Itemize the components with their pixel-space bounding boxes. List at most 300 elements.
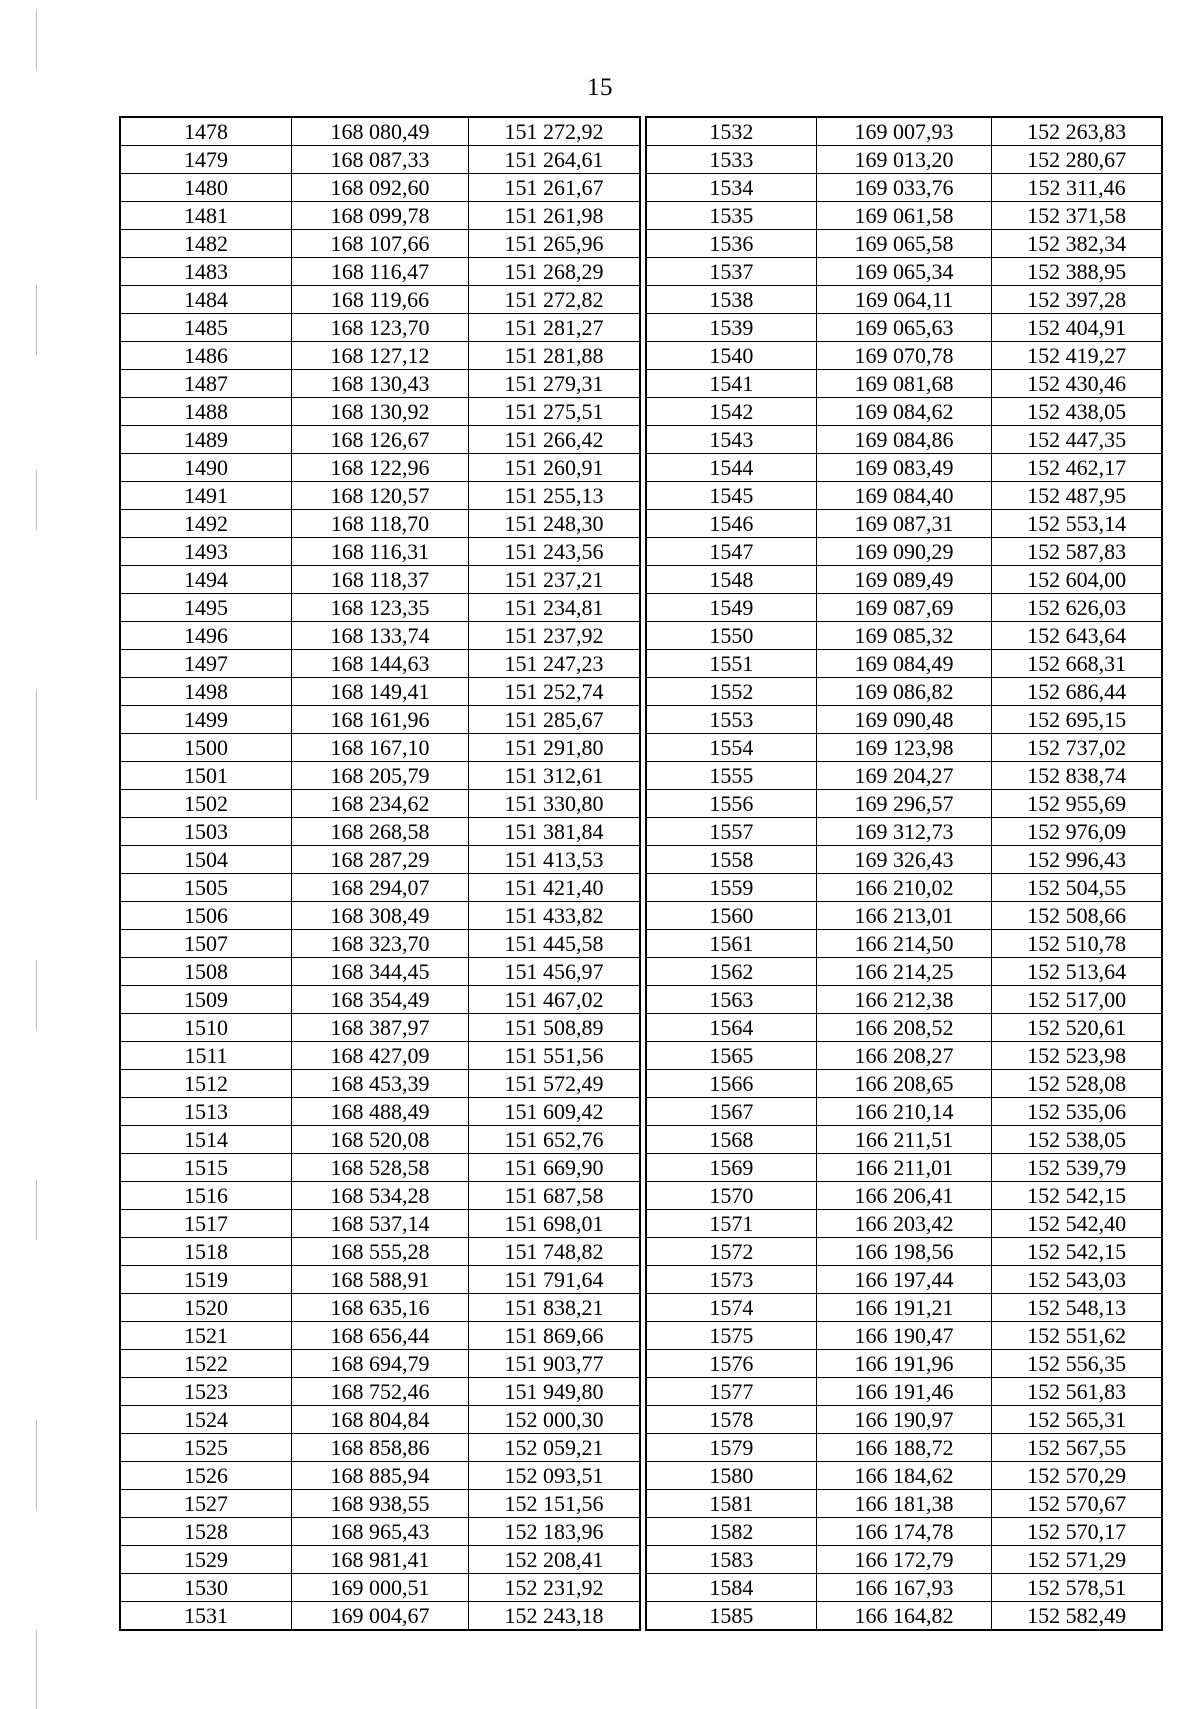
point-number-cell: 1559 [646,874,816,902]
y-coordinate-cell: 152 571,29 [992,1546,1162,1574]
table-row [120,1406,640,1434]
y-coordinate-cell: 152 430,46 [992,370,1162,398]
point-number-cell: 1551 [646,650,816,678]
y-coordinate-cell: 151 248,30 [468,510,640,538]
x-coordinate-cell: 169 090,29 [816,538,991,566]
y-coordinate-cell: 152 955,69 [992,790,1162,818]
point-number-cell: 1507 [120,930,292,958]
point-number-cell: 1504 [120,846,292,874]
table-row [646,426,1162,454]
point-number-cell: 1513 [120,1098,292,1126]
x-coordinate-cell: 169 000,51 [292,1574,469,1602]
x-coordinate-cell: 166 191,46 [816,1378,991,1406]
table-row [646,286,1162,314]
y-coordinate-cell: 152 438,05 [992,398,1162,426]
coordinates-table-right-body [646,117,1162,1630]
table-row [120,846,640,874]
y-coordinate-cell: 151 279,31 [468,370,640,398]
x-coordinate-cell: 168 323,70 [292,930,469,958]
x-coordinate-cell: 169 065,58 [816,230,991,258]
y-coordinate-cell: 151 413,53 [468,846,640,874]
table-row [646,1070,1162,1098]
point-number-cell: 1483 [120,258,292,286]
x-coordinate-cell: 168 123,35 [292,594,469,622]
y-coordinate-cell: 152 542,15 [992,1182,1162,1210]
table-row [120,706,640,734]
x-coordinate-cell: 168 588,91 [292,1266,469,1294]
table-row [120,342,640,370]
table-row [646,454,1162,482]
table-row [120,1490,640,1518]
x-coordinate-cell: 166 211,51 [816,1126,991,1154]
x-coordinate-cell: 169 089,49 [816,566,991,594]
x-coordinate-cell: 166 214,50 [816,930,991,958]
table-row [120,1210,640,1238]
y-coordinate-cell: 152 976,09 [992,818,1162,846]
x-coordinate-cell: 169 033,76 [816,174,991,202]
table-row [120,734,640,762]
point-number-cell: 1503 [120,818,292,846]
table-row [120,1602,640,1631]
y-coordinate-cell: 152 538,05 [992,1126,1162,1154]
point-number-cell: 1546 [646,510,816,538]
point-number-cell: 1522 [120,1350,292,1378]
table-row [120,1322,640,1350]
y-coordinate-cell: 152 570,67 [992,1490,1162,1518]
x-coordinate-cell: 168 453,39 [292,1070,469,1098]
table-row [120,1154,640,1182]
x-coordinate-cell: 169 061,58 [816,202,991,230]
table-row [120,510,640,538]
x-coordinate-cell: 169 070,78 [816,342,991,370]
point-number-cell: 1508 [120,958,292,986]
point-number-cell: 1576 [646,1350,816,1378]
x-coordinate-cell: 166 191,21 [816,1294,991,1322]
table-row [120,398,640,426]
table-row [646,706,1162,734]
y-coordinate-cell: 152 183,96 [468,1518,640,1546]
table-row [120,678,640,706]
point-number-cell: 1506 [120,902,292,930]
x-coordinate-cell: 166 198,56 [816,1238,991,1266]
table-row [120,370,640,398]
y-coordinate-cell: 152 404,91 [992,314,1162,342]
point-number-cell: 1573 [646,1266,816,1294]
coordinates-table-right [645,116,1163,1631]
x-coordinate-cell: 168 804,84 [292,1406,469,1434]
table-row [646,1014,1162,1042]
y-coordinate-cell: 152 508,66 [992,902,1162,930]
point-number-cell: 1537 [646,258,816,286]
x-coordinate-cell: 168 981,41 [292,1546,469,1574]
y-coordinate-cell: 152 397,28 [992,286,1162,314]
y-coordinate-cell: 152 567,55 [992,1434,1162,1462]
table-row [646,1602,1162,1631]
y-coordinate-cell: 151 261,98 [468,202,640,230]
x-coordinate-cell: 168 268,58 [292,818,469,846]
x-coordinate-cell: 169 086,82 [816,678,991,706]
table-row [120,454,640,482]
y-coordinate-cell: 152 419,27 [992,342,1162,370]
x-coordinate-cell: 169 084,40 [816,482,991,510]
x-coordinate-cell: 169 087,69 [816,594,991,622]
y-coordinate-cell: 151 687,58 [468,1182,640,1210]
x-coordinate-cell: 169 013,20 [816,146,991,174]
table-row [120,1434,640,1462]
y-coordinate-cell: 151 445,58 [468,930,640,958]
y-coordinate-cell: 152 570,17 [992,1518,1162,1546]
table-row [120,930,640,958]
y-coordinate-cell: 152 371,58 [992,202,1162,230]
table-row [120,902,640,930]
y-coordinate-cell: 152 311,46 [992,174,1162,202]
y-coordinate-cell: 152 093,51 [468,1462,640,1490]
point-number-cell: 1584 [646,1574,816,1602]
table-row [120,314,640,342]
table-row [120,202,640,230]
y-coordinate-cell: 151 949,80 [468,1378,640,1406]
table-row [120,650,640,678]
table-row [120,174,640,202]
point-number-cell: 1548 [646,566,816,594]
x-coordinate-cell: 168 130,43 [292,370,469,398]
point-number-cell: 1497 [120,650,292,678]
y-coordinate-cell: 151 261,67 [468,174,640,202]
table-row [646,1238,1162,1266]
point-number-cell: 1502 [120,790,292,818]
x-coordinate-cell: 168 694,79 [292,1350,469,1378]
point-number-cell: 1565 [646,1042,816,1070]
table-row [646,1098,1162,1126]
point-number-cell: 1480 [120,174,292,202]
y-coordinate-cell: 151 272,92 [468,117,640,146]
table-row [646,1042,1162,1070]
point-number-cell: 1568 [646,1126,816,1154]
x-coordinate-cell: 168 488,49 [292,1098,469,1126]
point-number-cell: 1495 [120,594,292,622]
y-coordinate-cell: 151 869,66 [468,1322,640,1350]
point-number-cell: 1485 [120,314,292,342]
x-coordinate-cell: 168 149,41 [292,678,469,706]
point-number-cell: 1575 [646,1322,816,1350]
y-coordinate-cell: 151 247,23 [468,650,640,678]
x-coordinate-cell: 168 308,49 [292,902,469,930]
y-coordinate-cell: 152 513,64 [992,958,1162,986]
y-coordinate-cell: 151 260,91 [468,454,640,482]
y-coordinate-cell: 152 059,21 [468,1434,640,1462]
page-number: 15 [587,74,613,101]
point-number-cell: 1542 [646,398,816,426]
y-coordinate-cell: 151 748,82 [468,1238,640,1266]
y-coordinate-cell: 151 330,80 [468,790,640,818]
x-coordinate-cell: 169 064,11 [816,286,991,314]
table-row [646,146,1162,174]
table-row [646,1266,1162,1294]
point-number-cell: 1523 [120,1378,292,1406]
point-number-cell: 1578 [646,1406,816,1434]
table-row [120,426,640,454]
table-row [120,1462,640,1490]
table-row [646,930,1162,958]
y-coordinate-cell: 152 553,14 [992,510,1162,538]
table-row [120,1266,640,1294]
point-number-cell: 1557 [646,818,816,846]
y-coordinate-cell: 152 263,83 [992,117,1162,146]
point-number-cell: 1566 [646,1070,816,1098]
point-number-cell: 1531 [120,1602,292,1631]
table-row [120,146,640,174]
point-number-cell: 1562 [646,958,816,986]
point-number-cell: 1532 [646,117,816,146]
y-coordinate-cell: 151 281,27 [468,314,640,342]
y-coordinate-cell: 151 237,92 [468,622,640,650]
point-number-cell: 1554 [646,734,816,762]
point-number-cell: 1526 [120,1462,292,1490]
x-coordinate-cell: 166 172,79 [816,1546,991,1574]
y-coordinate-cell: 152 535,06 [992,1098,1162,1126]
table-row [646,958,1162,986]
y-coordinate-cell: 151 652,76 [468,1126,640,1154]
point-number-cell: 1547 [646,538,816,566]
x-coordinate-cell: 168 126,67 [292,426,469,454]
x-coordinate-cell: 166 210,02 [816,874,991,902]
table-row [646,1294,1162,1322]
y-coordinate-cell: 151 669,90 [468,1154,640,1182]
x-coordinate-cell: 166 212,38 [816,986,991,1014]
y-coordinate-cell: 151 508,89 [468,1014,640,1042]
point-number-cell: 1491 [120,482,292,510]
x-coordinate-cell: 166 206,41 [816,1182,991,1210]
y-coordinate-cell: 151 838,21 [468,1294,640,1322]
table-row [120,1350,640,1378]
point-number-cell: 1524 [120,1406,292,1434]
y-coordinate-cell: 152 668,31 [992,650,1162,678]
table-row [646,902,1162,930]
x-coordinate-cell: 168 885,94 [292,1462,469,1490]
point-number-cell: 1515 [120,1154,292,1182]
x-coordinate-cell: 168 287,29 [292,846,469,874]
table-row [646,202,1162,230]
y-coordinate-cell: 152 539,79 [992,1154,1162,1182]
x-coordinate-cell: 169 312,73 [816,818,991,846]
point-number-cell: 1574 [646,1294,816,1322]
point-number-cell: 1520 [120,1294,292,1322]
x-coordinate-cell: 169 090,48 [816,706,991,734]
table-row [646,342,1162,370]
coordinates-table-left-body [120,117,640,1630]
x-coordinate-cell: 168 858,86 [292,1434,469,1462]
point-number-cell: 1521 [120,1322,292,1350]
table-row [646,846,1162,874]
table-row [646,986,1162,1014]
x-coordinate-cell: 169 004,67 [292,1602,469,1631]
table-row [646,1210,1162,1238]
x-coordinate-cell: 166 208,65 [816,1070,991,1098]
point-number-cell: 1540 [646,342,816,370]
y-coordinate-cell: 152 556,35 [992,1350,1162,1378]
table-row [120,230,640,258]
y-coordinate-cell: 152 582,49 [992,1602,1162,1631]
y-coordinate-cell: 152 510,78 [992,930,1162,958]
y-coordinate-cell: 152 000,30 [468,1406,640,1434]
table-row [120,1014,640,1042]
x-coordinate-cell: 168 387,97 [292,1014,469,1042]
x-coordinate-cell: 169 204,27 [816,762,991,790]
point-number-cell: 1570 [646,1182,816,1210]
y-coordinate-cell: 151 252,74 [468,678,640,706]
point-number-cell: 1580 [646,1462,816,1490]
x-coordinate-cell: 168 099,78 [292,202,469,230]
table-row [120,538,640,566]
point-number-cell: 1517 [120,1210,292,1238]
table-row [120,594,640,622]
y-coordinate-cell: 152 996,43 [992,846,1162,874]
point-number-cell: 1545 [646,482,816,510]
y-coordinate-cell: 151 421,40 [468,874,640,902]
y-coordinate-cell: 152 528,08 [992,1070,1162,1098]
table-row [646,510,1162,538]
table-row [646,566,1162,594]
x-coordinate-cell: 166 211,01 [816,1154,991,1182]
x-coordinate-cell: 168 116,47 [292,258,469,286]
table-row [120,1294,640,1322]
point-number-cell: 1556 [646,790,816,818]
table-row [646,538,1162,566]
point-number-cell: 1493 [120,538,292,566]
y-coordinate-cell: 152 517,00 [992,986,1162,1014]
y-coordinate-cell: 152 643,64 [992,622,1162,650]
x-coordinate-cell: 169 087,31 [816,510,991,538]
table-row [120,1238,640,1266]
x-coordinate-cell: 169 065,34 [816,258,991,286]
y-coordinate-cell: 151 312,61 [468,762,640,790]
table-row [646,1154,1162,1182]
table-row [646,874,1162,902]
x-coordinate-cell: 168 107,66 [292,230,469,258]
point-number-cell: 1533 [646,146,816,174]
table-row [120,762,640,790]
table-row [120,117,640,146]
point-number-cell: 1518 [120,1238,292,1266]
y-coordinate-cell: 151 609,42 [468,1098,640,1126]
table-row [120,1042,640,1070]
y-coordinate-cell: 152 695,15 [992,706,1162,734]
x-coordinate-cell: 166 190,47 [816,1322,991,1350]
point-number-cell: 1490 [120,454,292,482]
y-coordinate-cell: 151 467,02 [468,986,640,1014]
y-coordinate-cell: 152 447,35 [992,426,1162,454]
y-coordinate-cell: 152 487,95 [992,482,1162,510]
y-coordinate-cell: 151 281,88 [468,342,640,370]
x-coordinate-cell: 168 133,74 [292,622,469,650]
x-coordinate-cell: 166 167,93 [816,1574,991,1602]
y-coordinate-cell: 152 542,40 [992,1210,1162,1238]
point-number-cell: 1530 [120,1574,292,1602]
x-coordinate-cell: 168 344,45 [292,958,469,986]
point-number-cell: 1579 [646,1434,816,1462]
x-coordinate-cell: 168 234,62 [292,790,469,818]
y-coordinate-cell: 152 382,34 [992,230,1162,258]
x-coordinate-cell: 168 116,31 [292,538,469,566]
x-coordinate-cell: 166 210,14 [816,1098,991,1126]
table-row [646,398,1162,426]
table-row [120,1378,640,1406]
x-coordinate-cell: 169 083,49 [816,454,991,482]
x-coordinate-cell: 168 635,16 [292,1294,469,1322]
x-coordinate-cell: 168 938,55 [292,1490,469,1518]
table-row [646,1574,1162,1602]
x-coordinate-cell: 169 084,49 [816,650,991,678]
x-coordinate-cell: 168 537,14 [292,1210,469,1238]
table-row [646,762,1162,790]
table-row [646,1434,1162,1462]
point-number-cell: 1560 [646,902,816,930]
point-number-cell: 1561 [646,930,816,958]
y-coordinate-cell: 152 626,03 [992,594,1162,622]
point-number-cell: 1567 [646,1098,816,1126]
x-coordinate-cell: 168 122,96 [292,454,469,482]
table-row [646,818,1162,846]
y-coordinate-cell: 152 686,44 [992,678,1162,706]
x-coordinate-cell: 166 203,42 [816,1210,991,1238]
point-number-cell: 1539 [646,314,816,342]
y-coordinate-cell: 152 462,17 [992,454,1162,482]
point-number-cell: 1527 [120,1490,292,1518]
table-row [120,790,640,818]
table-row [646,258,1162,286]
scan-edge-marks [36,0,40,1709]
point-number-cell: 1583 [646,1546,816,1574]
table-row [120,1518,640,1546]
y-coordinate-cell: 152 737,02 [992,734,1162,762]
table-row [646,1518,1162,1546]
x-coordinate-cell: 169 081,68 [816,370,991,398]
point-number-cell: 1577 [646,1378,816,1406]
y-coordinate-cell: 152 565,31 [992,1406,1162,1434]
point-number-cell: 1509 [120,986,292,1014]
table-row [646,314,1162,342]
y-coordinate-cell: 152 243,18 [468,1602,640,1631]
table-row [646,1350,1162,1378]
x-coordinate-cell: 168 167,10 [292,734,469,762]
point-number-cell: 1563 [646,986,816,1014]
y-coordinate-cell: 152 578,51 [992,1574,1162,1602]
table-row [120,258,640,286]
y-coordinate-cell: 151 698,01 [468,1210,640,1238]
point-number-cell: 1486 [120,342,292,370]
y-coordinate-cell: 151 903,77 [468,1350,640,1378]
point-number-cell: 1514 [120,1126,292,1154]
table-row [646,1546,1162,1574]
point-number-cell: 1487 [120,370,292,398]
table-row [120,1098,640,1126]
x-coordinate-cell: 168 144,63 [292,650,469,678]
y-coordinate-cell: 152 208,41 [468,1546,640,1574]
table-row [646,230,1162,258]
x-coordinate-cell: 166 197,44 [816,1266,991,1294]
table-row [646,1406,1162,1434]
y-coordinate-cell: 152 838,74 [992,762,1162,790]
x-coordinate-cell: 168 127,12 [292,342,469,370]
x-coordinate-cell: 168 528,58 [292,1154,469,1182]
x-coordinate-cell: 168 092,60 [292,174,469,202]
y-coordinate-cell: 151 265,96 [468,230,640,258]
point-number-cell: 1564 [646,1014,816,1042]
point-number-cell: 1519 [120,1266,292,1294]
table-row [120,566,640,594]
table-row [120,958,640,986]
point-number-cell: 1558 [646,846,816,874]
